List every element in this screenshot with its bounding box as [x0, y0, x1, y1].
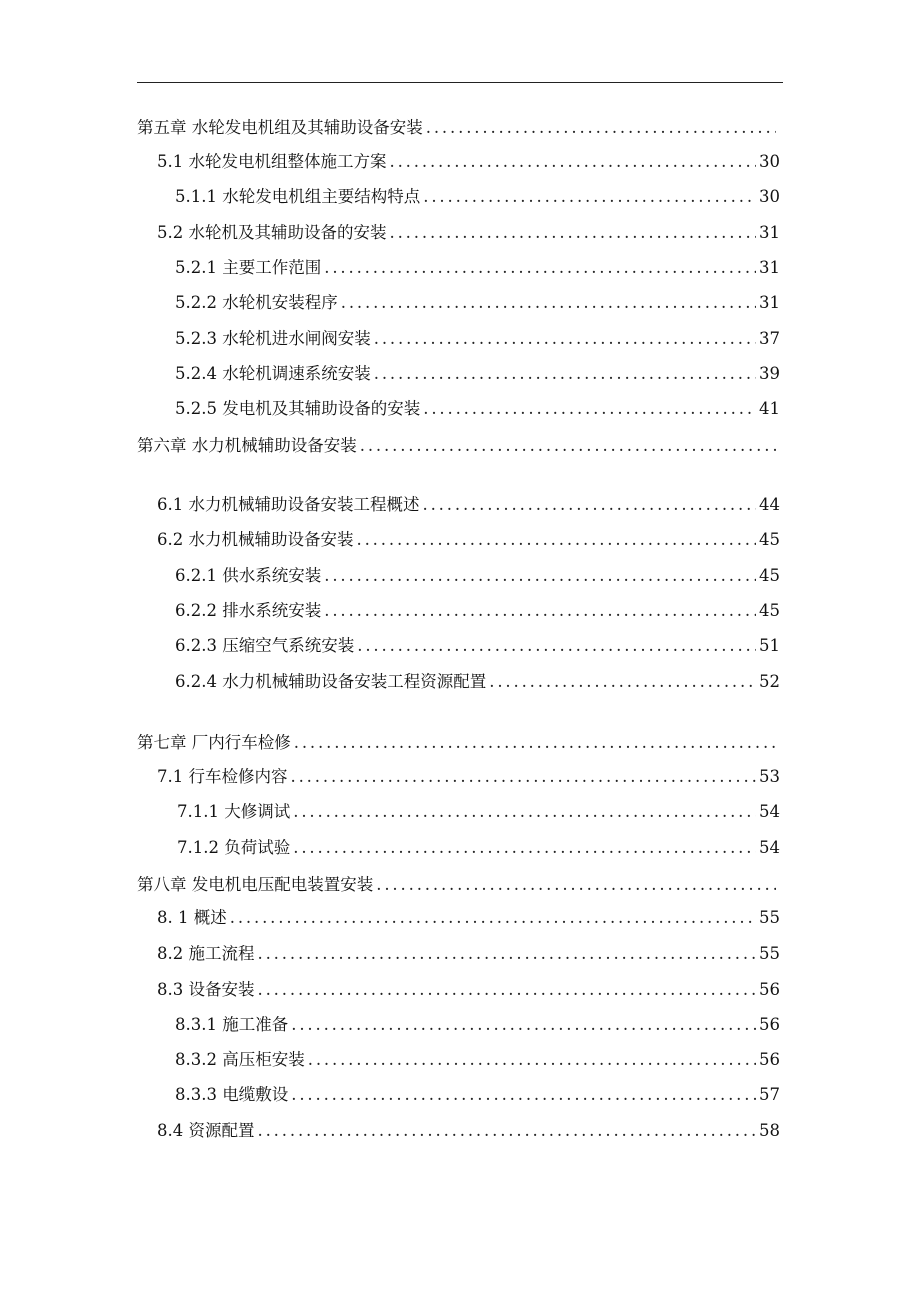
toc-entry-page: 51: [759, 636, 780, 655]
toc-entry-page: 54: [759, 838, 780, 857]
toc-entry[interactable]: [157, 979, 780, 1001]
toc-entry-page: 31: [759, 223, 780, 242]
toc-entry[interactable]: [175, 363, 780, 385]
header-rule: [137, 82, 783, 83]
toc-entry-label: 7.1.1 大修调试: [177, 802, 291, 821]
toc-entry[interactable]: [175, 671, 780, 693]
toc-entry-page: 45: [759, 566, 780, 585]
toc-entry-page: 44: [759, 495, 780, 514]
toc-entry[interactable]: [157, 529, 780, 551]
toc-entry[interactable]: [175, 1084, 780, 1106]
toc-entry-page: 52: [759, 672, 780, 691]
toc-entry[interactable]: [157, 943, 780, 965]
toc-entry[interactable]: [157, 907, 780, 929]
toc-entry[interactable]: [177, 801, 780, 823]
toc-entry[interactable]: [137, 874, 779, 896]
toc-entry-label: 7.1.2 负荷试验: [177, 838, 291, 857]
toc-entry[interactable]: [137, 732, 779, 754]
dot-leader: [357, 529, 757, 551]
toc-entry-label: 8.2 施工流程: [157, 944, 255, 963]
toc-entry-label: 5.1.1 水轮发电机组主要结构特点: [175, 187, 421, 206]
toc-entry-label: 8. 1 概述: [157, 908, 227, 927]
dot-leader: [291, 1014, 756, 1036]
toc-entry-page: 54: [759, 802, 780, 821]
dot-leader: [376, 874, 776, 896]
toc-entry-label: 第五章 水轮发电机组及其辅助设备安装: [137, 118, 423, 137]
toc-entry[interactable]: [137, 435, 779, 457]
dot-leader: [324, 257, 756, 279]
toc-entry-page: 31: [759, 258, 780, 277]
toc-entry-label: 6.2.1 供水系统安装: [175, 566, 322, 585]
dot-leader: [258, 979, 757, 1001]
toc-entry-page: 53: [759, 767, 780, 786]
toc-entry[interactable]: [175, 398, 780, 420]
dot-leader: [357, 635, 756, 657]
dot-leader: [258, 1120, 757, 1142]
toc-entry[interactable]: [175, 565, 780, 587]
dot-leader: [293, 837, 756, 859]
toc-entry-page: 56: [759, 1015, 780, 1034]
toc-entry-label: 5.2.5 发电机及其辅助设备的安装: [175, 399, 421, 418]
toc-entry-label: 第七章 厂内行车检修: [137, 733, 291, 752]
toc-entry[interactable]: [175, 292, 780, 314]
toc-entry-label: 8.3 设备安装: [157, 980, 255, 999]
toc-entry-label: 第八章 发电机电压配电装置安装: [137, 875, 374, 894]
dot-leader: [374, 363, 756, 385]
toc-entry-label: 5.2.1 主要工作范围: [175, 258, 322, 277]
dot-leader: [308, 1049, 756, 1071]
toc-entry[interactable]: [175, 600, 780, 622]
toc-entry-page: 57: [759, 1085, 780, 1104]
toc-entry-page: 58: [759, 1121, 780, 1140]
toc-entry-label: 5.2.2 水轮机安装程序: [175, 293, 338, 312]
toc-entry-page: 30: [759, 152, 780, 171]
toc-entry-page: 55: [759, 944, 780, 963]
toc-entry-page: 31: [759, 293, 780, 312]
toc-entry-label: 5.2 水轮机及其辅助设备的安装: [157, 223, 387, 242]
toc-entry-label: 第六章 水力机械辅助设备安装: [137, 436, 357, 455]
toc-entry-label: 6.1 水力机械辅助设备安装工程概述: [157, 495, 420, 514]
toc-entry[interactable]: [175, 328, 780, 350]
toc-entry-page: 37: [759, 329, 780, 348]
dot-leader: [423, 398, 756, 420]
toc-entry-label: 5.2.4 水轮机调速系统安装: [175, 364, 371, 383]
toc-entry-page: 56: [759, 1050, 780, 1069]
toc-entry[interactable]: [177, 837, 780, 859]
toc-entry-label: 6.2.2 排水系统安装: [175, 601, 322, 620]
toc-entry[interactable]: [157, 222, 780, 244]
toc-entry-label: 6.2 水力机械辅助设备安装: [157, 530, 354, 549]
dot-leader: [258, 943, 757, 965]
toc-entry[interactable]: [175, 186, 780, 208]
dot-leader: [294, 732, 776, 754]
toc-entry-label: 8.3.3 电缆敷设: [175, 1085, 289, 1104]
dot-leader: [293, 801, 756, 823]
dot-leader: [324, 600, 756, 622]
toc-entry-label: 6.2.3 压缩空气系统安装: [175, 636, 355, 655]
toc-entry-label: 5.2.3 水轮机进水闸阀安装: [175, 329, 371, 348]
toc-entry-page: 30: [759, 187, 780, 206]
toc-entry[interactable]: [137, 117, 779, 139]
toc-entry-page: 56: [759, 980, 780, 999]
toc-entry-page: 41: [759, 399, 780, 418]
dot-leader: [390, 151, 757, 173]
toc-entry[interactable]: [175, 635, 780, 657]
toc-entry-page: 55: [759, 908, 780, 927]
dot-leader: [374, 328, 756, 350]
toc-entry-label: 7.1 行车检修内容: [157, 767, 288, 786]
dot-leader: [324, 565, 756, 587]
dot-leader: [423, 494, 757, 516]
toc-entry-label: 8.3.1 施工准备: [175, 1015, 289, 1034]
toc-entry[interactable]: [157, 151, 780, 173]
dot-leader: [230, 907, 756, 929]
dot-leader: [291, 1084, 756, 1106]
toc-entry[interactable]: [157, 1120, 780, 1142]
toc-entry[interactable]: [175, 1049, 780, 1071]
toc-entry-label: 8.3.2 高压柜安装: [175, 1050, 305, 1069]
dot-leader: [291, 766, 757, 788]
dot-leader: [390, 222, 757, 244]
toc-entry[interactable]: [157, 766, 780, 788]
toc-entry-page: 45: [759, 530, 780, 549]
dot-leader: [489, 671, 756, 693]
dot-leader: [426, 117, 776, 139]
dot-leader: [341, 292, 756, 314]
toc-entry[interactable]: [175, 257, 780, 279]
toc-entry-page: 45: [759, 601, 780, 620]
toc-entry-label: 5.1 水轮发电机组整体施工方案: [157, 152, 387, 171]
toc-entry-page: 39: [759, 364, 780, 383]
dot-leader: [360, 435, 776, 457]
dot-leader: [423, 186, 756, 208]
toc-entry-label: 8.4 资源配置: [157, 1121, 255, 1140]
toc-entry[interactable]: [175, 1014, 780, 1036]
toc-entry-label: 6.2.4 水力机械辅助设备安装工程资源配置: [175, 672, 487, 691]
toc-entry[interactable]: [157, 494, 780, 516]
